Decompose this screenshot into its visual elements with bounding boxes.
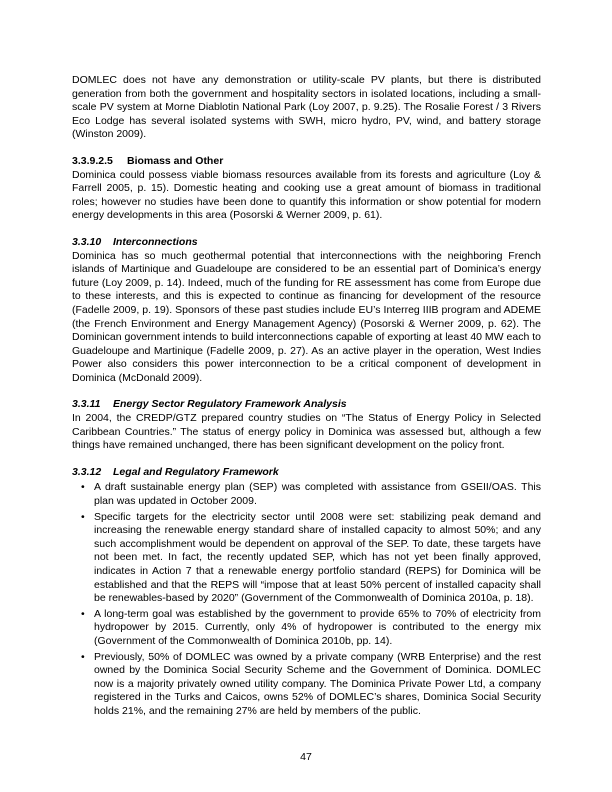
section-body-interconnections: Dominica has so much geothermal potential that interconnections with the neighboring French islands of Martinique and Guadeloupe are considered to be an essential part of Dominica’s energy future (Loy 2009, p. 14). Indeed, much of the funding for RE assessment has come from Europe due to these interests, and this is expected to continue as financing for development of the resource (Fadelle 2009, p. 19). Sponsors of these past studies include EU’s Interreg IIIB program and ADEME (the French Environment and Energy Management Agency) (Posorski & Werner 2009, p. 62). The Dominican government intends to build interconnections capable of exporting at least 40 MW each to Guadeloupe and Martinique (Fadelle 2009, p. 27). As an active player in the operation, West Indies Power also considers this power interconnection to be a critical component of development in Dominica (McDonald 2009). xyxy=(72,249,541,384)
bullet-item xyxy=(81,608,541,649)
section-heading-interconnections xyxy=(72,236,541,250)
intro-paragraph: DOMLEC does not have any demonstration or utility-scale PV plants, but there is distributed generation from both the government and hospitality sectors in isolated locations, including a small-scale PV system at Morne Diablotin National Park (Loy 2007, p. 9.25). The Rosalie Forest / 3 Rivers Eco Lodge has several isolated systems with SWH, micro hydro, PV, wind, and battery storage (Winston 2009). xyxy=(72,74,541,141)
legal-framework-bullet-list xyxy=(72,481,541,718)
bullet-item xyxy=(81,481,541,508)
section-number: 3.3.9.2.5 xyxy=(72,154,113,167)
bullet-item xyxy=(81,511,541,606)
section-number: 3.3.10 xyxy=(72,235,102,248)
section-body-biomass: Dominica could possess viable biomass resources available from its forests and agriculture (Loy & Farrell 2005, p. 15). Domestic heating and cooking use a great amount of biomass in traditional roles; however no studies have been done to quantify this information or show potential for modern energy developments in this area (Posorski & Werner 2009, p. 61). xyxy=(72,168,541,222)
section-heading-legal-framework xyxy=(72,466,541,480)
bullet-text: Specific targets for the electricity sector until 2008 were set: stabilizing peak demand and increasing the renewable energy standard share of installed capacity to almost 50%; and any such accomplishment would be dependent on approval of the SEP. To date, these targets have not been met. In fact, the recently updated SEP, which has not yet been finally approved, indicates in Action 7 that a renewable energy portfolio standard (REPS) for Dominica will be established and that the REPS will “impose that at least 50% percent of installed capacity shall be renewables-based by 2020” (Government of the Commonwealth of Dominica 2010a, p. 18). xyxy=(94,510,541,605)
bullet-item xyxy=(81,651,541,719)
section-heading-regulatory-analysis xyxy=(72,398,541,412)
section-title: Legal and Regulatory Framework xyxy=(113,465,279,478)
bullet-text: Previously, 50% of DOMLEC was owned by a private company (WRB Enterprise) and the rest owned by the Dominica Social Security Scheme and the Government of Dominica. DOMLEC now is a majority privately owned utility company. The Dominica Private Power Ltd, a company registered in the Turks and Caicos, owns 52% of DOMLEC’s shares, Dominica Social Security holds 21%, and the remaining 27% are held by members of the public. xyxy=(94,650,541,717)
bullet-text: A draft sustainable energy plan (SEP) was completed with assistance from GSEII/OAS. This plan was updated in October 2009. xyxy=(94,481,541,508)
section-body-regulatory-analysis: In 2004, the CREDP/GTZ prepared country studies on “The Status of Energy Policy in Selected Caribbean Countries.” The status of energy policy in Dominica was assessed but, although a few things have remained unchanged, there has been significant development on the policy front. xyxy=(72,412,541,452)
page-number: 47 xyxy=(300,751,312,763)
bullet-text: A long-term goal was established by the government to provide 65% to 70% of electricity from hydropower by 2015. Currently, only 4% of hydropower is contributed to the energy mix (Government of the Commonwealth of Dominica 2010b, pp. 14). xyxy=(94,607,541,647)
section-number: 3.3.11 xyxy=(72,398,101,411)
section-title: Biomass and Other xyxy=(127,154,224,167)
page-content xyxy=(72,74,541,721)
section-heading-biomass xyxy=(72,155,541,169)
section-number: 3.3.12 xyxy=(72,465,102,478)
section-title: Interconnections xyxy=(113,235,198,248)
section-title: Energy Sector Regulatory Framework Analysis xyxy=(113,398,347,411)
